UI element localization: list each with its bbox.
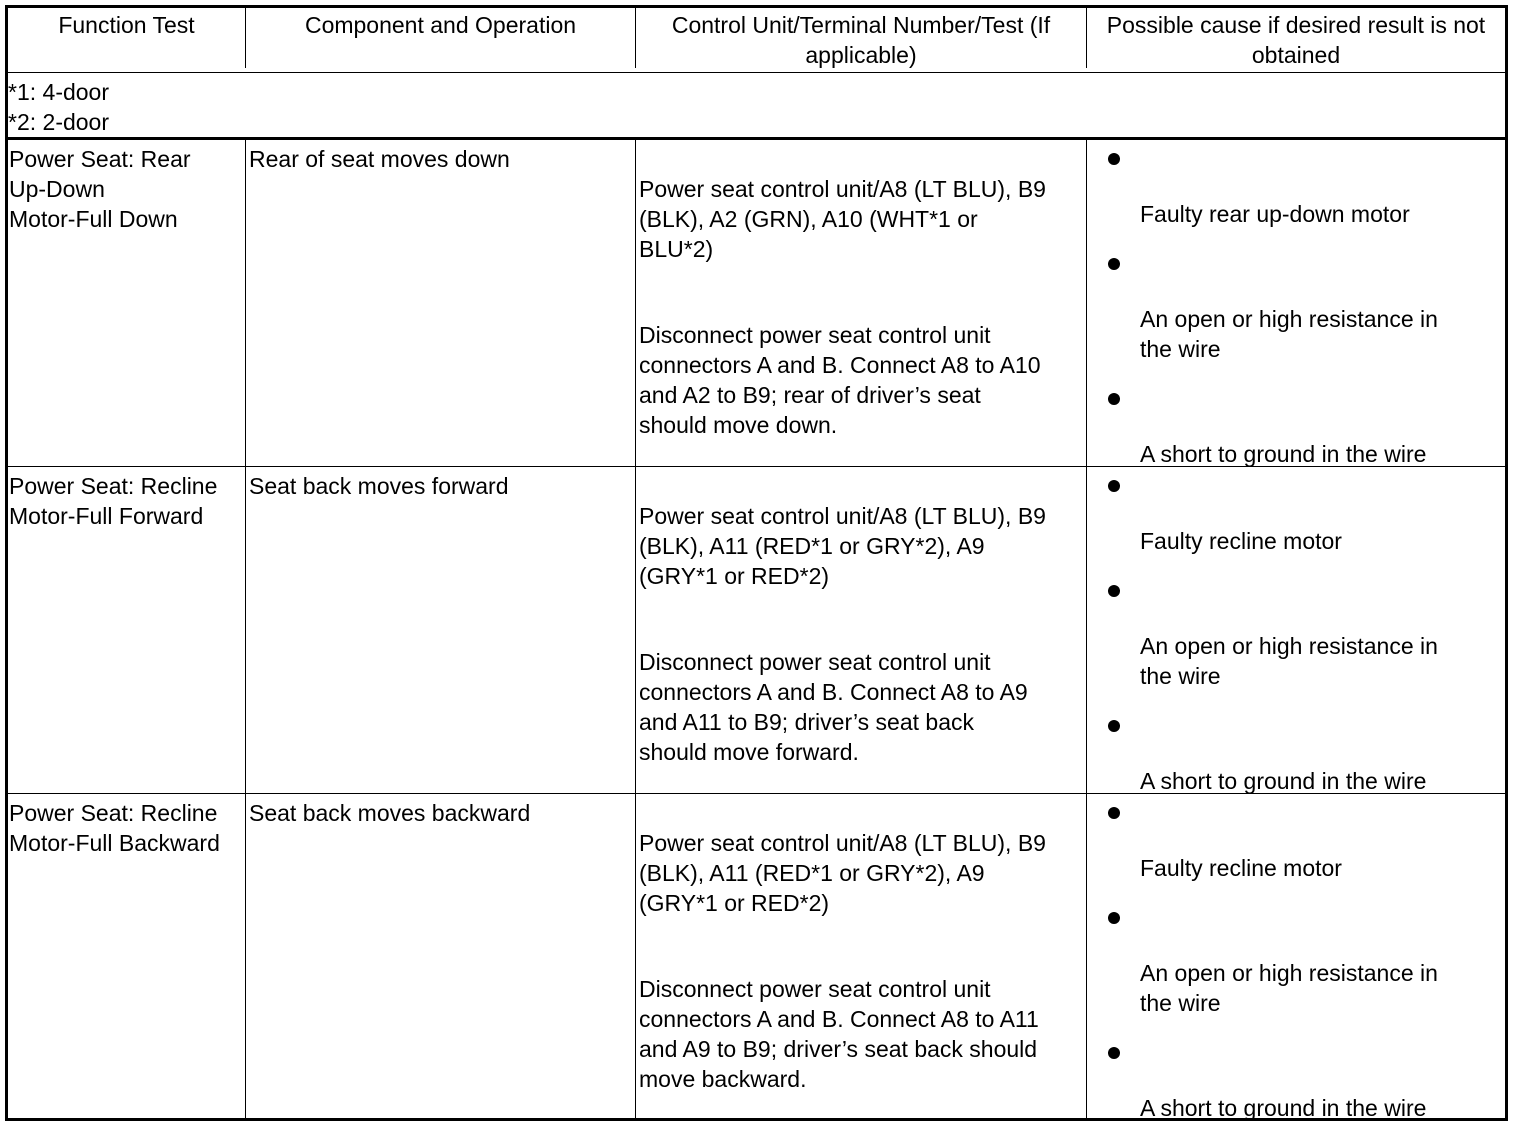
row-3-component: Seat back moves backward <box>249 800 531 826</box>
row-1-cause-2: An open or high resistance in the wire <box>1140 306 1438 362</box>
bullet-icon <box>1108 153 1120 165</box>
row-3-cause-3: A short to ground in the wire <box>1140 1095 1427 1121</box>
row-3-cause-2: An open or high resistance in the wire <box>1140 960 1438 1016</box>
column-divider <box>245 139 246 1121</box>
bullet-icon <box>1108 807 1120 819</box>
row-2-control-unit-terminals: Power seat control unit/A8 (LT BLU), B9 (BLK), A11 (RED*1 or GRY*2), A9 (GRY*1 or RED*2) <box>639 503 1046 589</box>
row-3-control-unit-test: Disconnect power seat control unit connectors A and B. Connect A8 to A11 and A9 to B9; driver’s seat back should move backward. <box>639 976 1039 1092</box>
row-2-cause-3: A short to ground in the wire <box>1140 768 1427 794</box>
row-divider <box>5 72 1508 73</box>
bullet-icon <box>1108 393 1120 405</box>
column-divider <box>1086 139 1087 1121</box>
row-1-component: Rear of seat moves down <box>249 146 510 172</box>
row-3-control-unit <box>639 798 1084 1124</box>
row-3-control-unit-terminals: Power seat control unit/A8 (LT BLU), B9 (BLK), A11 (RED*1 or GRY*2), A9 (GRY*1 or RED*2) <box>639 830 1046 916</box>
row-1-cause-3: A short to ground in the wire <box>1140 441 1427 467</box>
bullet-icon <box>1108 912 1120 924</box>
bullet-icon <box>1108 258 1120 270</box>
header-function-test: Function Test <box>58 12 195 38</box>
header-control-unit: Control Unit/Terminal Number/Test (If applicable) <box>671 12 1051 68</box>
header-component-operation: Component and Operation <box>304 12 577 38</box>
bullet-icon <box>1108 1047 1120 1059</box>
column-divider <box>635 139 636 1121</box>
row-2-control-unit-test: Disconnect power seat control unit connectors A and B. Connect A8 to A9 and A11 to B9; driver’s seat back should move forward. <box>639 649 1028 765</box>
door-notes: *1: 4-door *2: 2-door <box>8 79 110 135</box>
bullet-icon <box>1108 480 1120 492</box>
row-3-function-test: Power Seat: Recline Motor-Full Backward <box>9 800 220 856</box>
header-possible-cause: Possible cause if desired result is not obtained <box>1106 12 1486 68</box>
row-1-control-unit-test: Disconnect power seat control unit connectors A and B. Connect A8 to A10 and A2 to B9; rear of driver’s seat should move down. <box>639 322 1041 438</box>
row-1-function-test: Power Seat: Rear Up-Down Motor-Full Down <box>9 146 191 232</box>
row-3-cause-1: Faulty recline motor <box>1140 855 1342 881</box>
row-1-cause-1: Faulty rear up-down motor <box>1140 201 1410 227</box>
row-2-function-test: Power Seat: Recline Motor-Full Forward <box>9 473 218 529</box>
row-2-cause-1: Faulty recline motor <box>1140 528 1342 554</box>
row-2-cause-2: An open or high resistance in the wire <box>1140 633 1438 689</box>
row-divider <box>5 137 1508 140</box>
bullet-icon <box>1108 585 1120 597</box>
row-1-control-unit-terminals: Power seat control unit/A8 (LT BLU), B9 (BLK), A2 (GRN), A10 (WHT*1 or BLU*2) <box>639 176 1046 262</box>
row-1-control-unit <box>639 144 1084 470</box>
row-2-component: Seat back moves forward <box>249 473 509 499</box>
bullet-icon <box>1108 720 1120 732</box>
row-2-control-unit <box>639 471 1084 797</box>
